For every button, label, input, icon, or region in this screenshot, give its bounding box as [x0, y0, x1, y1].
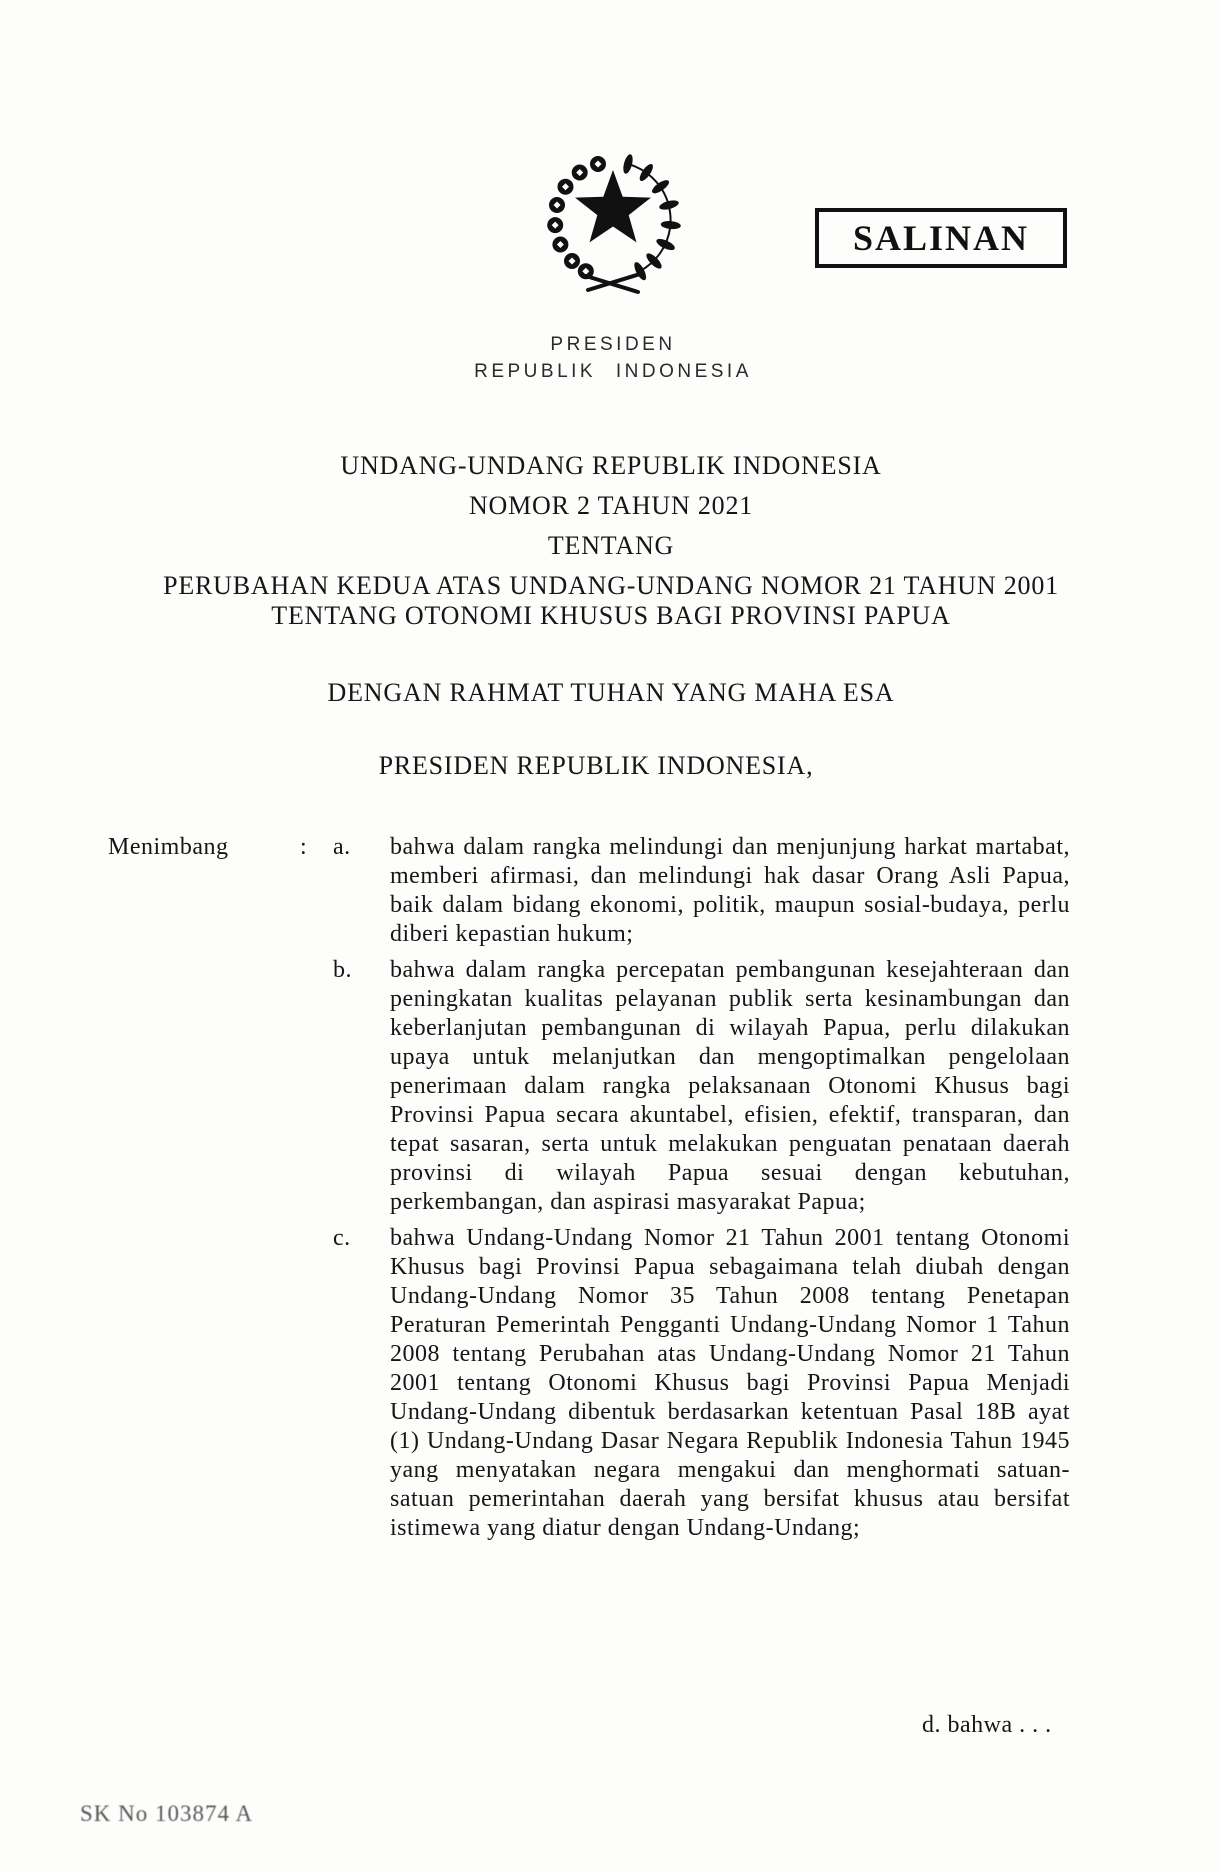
salinan-stamp [815, 208, 1067, 268]
item-text-c: bahwa Undang-Undang Nomor 21 Tahun 2001 tentang Otonomi Khusus bagi Provinsi Papua sebagaimana telah diubah dengan Undang-Undang Nomor 35 Tahun 2008 tentang Penetapan Peraturan Pemerintah Pengganti Undang-Undang Nomor 1 Tahun 2008 tentang Perubahan atas Undang-Undang Nomor 21 Tahun 2001 tentang Otonomi Khusus bagi Provinsi Papua Menjadi Undang-Undang dibentuk berdasarkan ketentuan Pasal 18B ayat (1) Undang-Undang Dasar Negara Republik Indonesia Tahun 1945 yang menyatakan negara mengakui dan menghormati satuan-satuan pemerintahan daerah yang bersifat khusus atau bersifat istimewa yang diatur dengan Undang-Undang; [390, 1225, 1070, 1541]
considering-label: Menimbang [108, 834, 229, 860]
letterhead-line1: PRESIDEN [550, 334, 676, 355]
invocation-line: DENGAN RAHMAT TUHAN YANG MAHA ESA [327, 678, 895, 707]
title-line-4: PERUBAHAN KEDUA ATAS UNDANG-UNDANG NOMOR 21 TAHUN 2001 [163, 571, 1059, 600]
item-marker-c: c. [333, 1225, 351, 1251]
item-marker-a: a. [333, 834, 351, 860]
title-line-3: TENTANG [547, 531, 675, 560]
law-title [16, 451, 1206, 631]
title-line-2: NOMOR 2 TAHUN 2021 [468, 491, 754, 520]
considering-item-c [333, 1224, 1088, 1543]
title-line-5: TENTANG OTONOMI KHUSUS BAGI PROVINSI PAPUA [271, 601, 951, 630]
item-text-a: bahwa dalam rangka melindungi dan menjunjung harkat martabat, memberi afirmasi, dan melindungi hak dasar Orang Asli Papua, baik dalam bidang ekonomi, politik, maupun sosial-budaya, perlu diberi kepastian hukum; [390, 834, 1070, 947]
salinan-stamp-label: SALINAN [852, 218, 1030, 258]
considering-item-b [333, 956, 1088, 1217]
letterhead [0, 331, 1222, 385]
presidential-star-wreath-emblem-icon [528, 138, 698, 304]
considering-separator: : [300, 834, 308, 860]
considering-item-a [333, 833, 1088, 949]
item-text-b: bahwa dalam rangka percepatan pembangunan kesejahteraan dan peningkatan kualitas pelayanan publik serta kesinambungan dan keberlanjutan pembangunan di wilayah Papua, perlu dilakukan upaya untuk melanjutkan dan mengoptimalkan pengelolaan penerimaan dalam rangka pelaksanaan Otonomi Khusus bagi Provinsi Papua secara akuntabel, efisien, efektif, transparan, dan tepat sasaran, serta untuk melakukan penguatan penataan daerah provinsi di wilayah Papua sesuai dengan kebutuhan, perkembangan, dan aspirasi masyarakat Papua; [390, 957, 1070, 1215]
catchword: d. bahwa . . . [922, 1712, 1052, 1738]
letterhead-line2: REPUBLIK INDONESIA [474, 361, 752, 382]
considering-section [108, 833, 1088, 1550]
title-line-1: UNDANG-UNDANG REPUBLIK INDONESIA [340, 451, 882, 480]
considering-items [333, 833, 1088, 1550]
footer-code: SK No 103874 A [80, 1801, 254, 1826]
authority-line: PRESIDEN REPUBLIK INDONESIA, [378, 751, 814, 780]
item-marker-b: b. [333, 957, 352, 983]
